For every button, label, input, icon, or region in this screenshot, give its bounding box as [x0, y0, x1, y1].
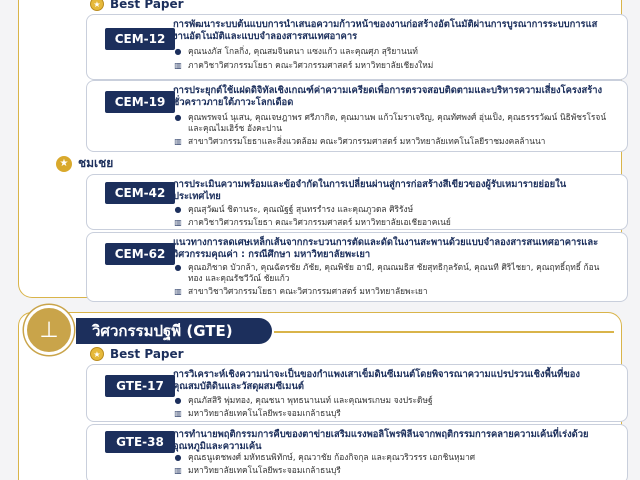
paper-affiliation: ▥ มหาวิทยาลัยเทคโนโลยีพระจอมเกล้าธนบุรี — [174, 408, 341, 418]
divider — [274, 331, 614, 333]
institution-icon: ▥ — [174, 61, 182, 70]
paper-code: CEM-12 — [105, 28, 175, 50]
paper-title: การประเมินความพร้อมและข้อจำกัดในการเปลี่ยนผ่านสู่การก่อสร้างสีเขียวของผู้รับเหมารายย่อยในประเทศไทย — [173, 179, 567, 202]
paper-affiliation: ▥ มหาวิทยาลัยเทคโนโลยีพระจอมเกล้าธนบุรี — [174, 465, 341, 475]
person-icon: ● — [174, 396, 182, 405]
section-title: วิศวกรรมปฐพี (GTE) — [76, 318, 272, 344]
institution-icon: ▥ — [174, 466, 182, 475]
paper-code: CEM-62 — [105, 243, 175, 265]
paper-authors: ● คุณอภิชาต บัวกล้า, คุณฉัตรชัย ภัชัย, คุณพิชัย อามี, คุณณมธิส ชัยสุทธิกุลรัตน์, คุณนที ศิริไชยา, คุณฤทธิ์ฤทธิ์ ก้อนทอง และคุณรัชวีวัณ์ ชัยแก้ว — [174, 262, 600, 283]
person-icon: ● — [174, 113, 182, 122]
paper-code: GTE-38 — [105, 431, 175, 453]
star-medal-icon: ★ — [56, 156, 72, 172]
paper-card — [86, 232, 628, 302]
paper-title: การทำนายพฤติกรรมการคืบของตาข่ายเสริมแรงพอลิโพรพิลีนจากพฤติกรรมการคลายความเค้นที่เร่งด้วยอุณหภูมิและความเค้น — [173, 429, 589, 452]
paper-card — [86, 424, 628, 480]
institution-icon: ▥ — [174, 409, 182, 418]
paper-affiliation: ▥ ภาควิชาวิศวกรรมโยธา คณะวิศวกรรมศาสตร์ มหาวิทยาลัยเชียงใหม่ — [174, 60, 434, 70]
paper-title: การพัฒนาระบบต้นแบบการนำเสนอความก้าวหน้าของงานก่อสร้างอัตโนมัติผ่านการบูรณาการระบบการแสงานอัตโนมัติและแบบจำลองสารสนเทศอาคาร — [173, 19, 598, 42]
paper-card — [86, 80, 628, 152]
paper-card — [86, 174, 628, 230]
medal-icon: ★ — [90, 347, 104, 361]
paper-affiliation: ▥ สาขาวิศวกรรมโยธาและสิ่งแวดล้อม คณะวิศวกรรมศาสตร์ มหาวิทยาลัยเทคโนโลยีราชมงคลล้านนา — [174, 136, 546, 146]
person-icon: ● — [174, 453, 182, 462]
foundation-pile-icon: ⊥ — [24, 305, 74, 355]
paper-authors: ● คุณนงภัส โกลกิ่ง, คุณสมจินตนา แซงแก้ว และคุณศุภ สุริยานนท์ — [174, 46, 418, 56]
paper-authors: ● คุณพรพจน์ นุเสน, คุณเจษฎาพร ศรีภากิด, คุณมานพ แก้วโมราเจริญ, คุณทัศพงศ์ อุ่นเป็ง, คุณธรรรวัฒน์ นิธิพัชรโรจน์ และคุณไมเฮิร์ช อังคะปาน — [174, 112, 607, 133]
paper-card — [86, 364, 628, 422]
paper-code: GTE-17 — [105, 375, 175, 397]
paper-authors: ● คุณธนูเดชพงศ์ มหัทธนพิทักษ์, คุณวาชัย ก้องกิจกุล และคุณวริวรรร เอกชินหุมาศ — [174, 452, 476, 462]
paper-affiliation: ▥ ภาควิชาวิศวกรรมโยธา คณะวิศวกรรมศาสตร์ มหาวิทยาลัยเอเชียอาคเนย์ — [174, 217, 451, 227]
paper-title: การวิเคราะห์เชิงความน่าจะเป็นของกำแพงเสาเข็มดินซีเมนต์โดยพิจารณาความแปรปรวนเชิงพื้นที่ของคุณสมบัติดินและวัสดุผสมซีเมนต์ — [173, 369, 580, 392]
paper-title: แนวทางการลดเศษเหล็กเส้นจากกระบวนการตัดและดัดในงานสะพานด้วยแบบจำลองสารสนเทศอาคารและวิศวกรรมคุณค่า : กรณีศึกษา มหาวิทยาลัยพะเยา — [173, 237, 599, 260]
paper-affiliation: ▥ สาขาวิชาวิศวกรรมโยธา คณะวิศวกรรมศาสตร์ มหาวิทยาลัยพะเยา — [174, 286, 428, 296]
medal-icon: ★ — [90, 0, 104, 11]
institution-icon: ▥ — [174, 287, 182, 296]
person-icon: ● — [174, 47, 182, 56]
paper-title: การประยุกต์ใช้แฝดดิจิทัลเชิงเกณฑ์ค่าความเครียดเพื่อการตรวจสอบติดตามและบริหารความเสี่ยงโครงสร้างชั่วคราวภายใต้ภาวะโลกเดือด — [173, 85, 603, 108]
person-icon: ● — [174, 205, 182, 214]
paper-card — [86, 14, 628, 80]
institution-icon: ▥ — [174, 218, 182, 227]
institution-icon: ▥ — [174, 137, 182, 146]
best-paper-heading: ★ Best Paper — [90, 347, 184, 361]
best-paper-heading: ★ Best Paper — [90, 0, 184, 11]
paper-authors: ● คุณสุวัฒน์ ชิตานระ, คุณณัฐฐ์ สุนทรรำรง และคุณภูวดล ศิริรังษ์ — [174, 204, 414, 214]
paper-code: CEM-42 — [105, 182, 175, 204]
gte-header — [24, 312, 233, 348]
paper-code: CEM-19 — [105, 91, 175, 113]
honorable-heading: ★ ชมเชย — [56, 154, 113, 173]
person-icon: ● — [174, 263, 182, 272]
paper-authors: ● คุณภัสสิริ พุ่มทอง, คุณชนา พุทธนานนท์ และคุณพรเกษม จงประดิษฐ์ — [174, 395, 433, 405]
